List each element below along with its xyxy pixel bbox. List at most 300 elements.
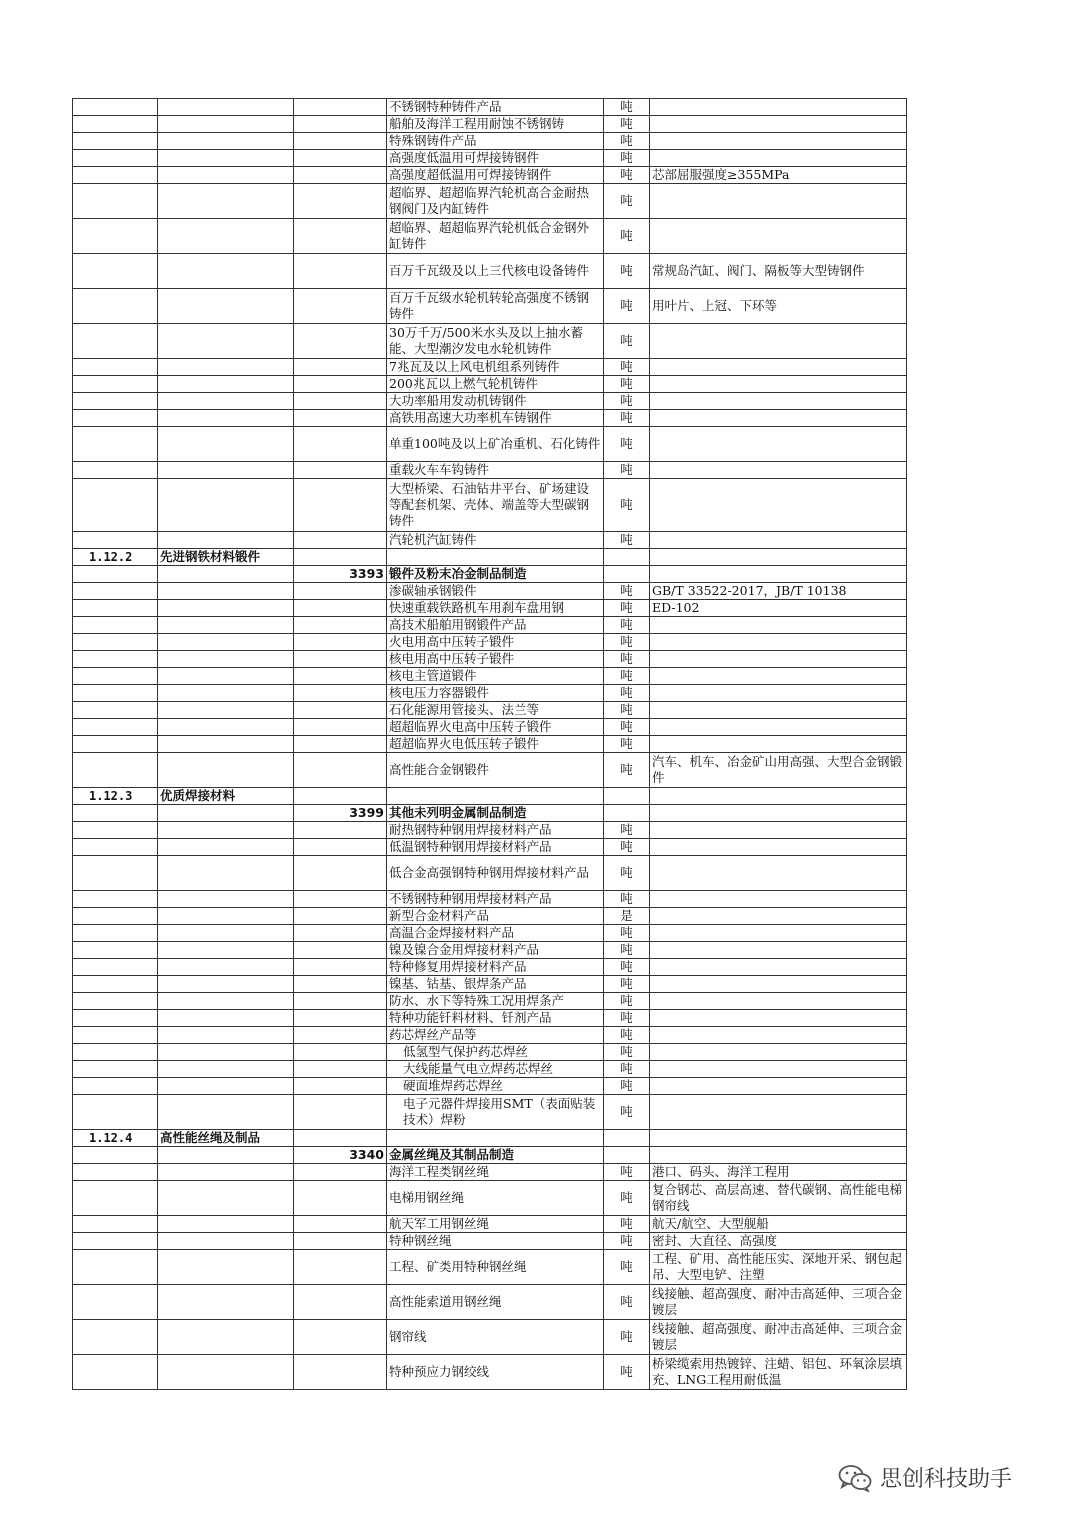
row-code	[73, 1044, 158, 1061]
row-unit: 吨	[604, 583, 650, 600]
row-unit: 吨	[604, 1095, 650, 1130]
row-note	[650, 822, 907, 839]
row-product: 7兆瓦及以上风电机组系列铸件	[387, 359, 604, 376]
table-row	[73, 479, 907, 532]
row-category-name	[158, 753, 294, 788]
row-category-name	[158, 600, 294, 617]
row-code	[73, 393, 158, 410]
table-row	[73, 719, 907, 736]
row-industry-code	[294, 479, 387, 532]
row-note	[650, 184, 907, 219]
row-note	[650, 393, 907, 410]
row-code	[73, 219, 158, 254]
row-note: 常规岛汽缸、阀门、隔板等大型铸钢件	[650, 254, 907, 289]
row-unit: 吨	[604, 410, 650, 427]
row-note	[650, 549, 907, 566]
row-code	[73, 651, 158, 668]
row-code	[73, 736, 158, 753]
row-category-name	[158, 1164, 294, 1181]
row-note	[650, 1147, 907, 1164]
table-row	[73, 822, 907, 839]
row-industry-code	[294, 856, 387, 891]
row-unit: 吨	[604, 668, 650, 685]
row-code	[73, 1250, 158, 1285]
table-row	[73, 150, 907, 167]
row-product: 电梯用钢丝绳	[387, 1181, 604, 1216]
row-industry-code	[294, 167, 387, 184]
row-category-name	[158, 891, 294, 908]
row-product: 高温合金焊接材料产品	[387, 925, 604, 942]
table-row	[73, 184, 907, 219]
table-row	[73, 651, 907, 668]
row-note	[650, 788, 907, 805]
row-industry-code	[294, 1010, 387, 1027]
row-unit: 吨	[604, 925, 650, 942]
row-code	[73, 116, 158, 133]
row-category-name	[158, 532, 294, 549]
row-unit: 吨	[604, 167, 650, 184]
row-unit: 吨	[604, 1250, 650, 1285]
row-industry-code	[294, 1164, 387, 1181]
row-unit: 吨	[604, 1078, 650, 1095]
table-row	[73, 1044, 907, 1061]
row-code	[73, 617, 158, 634]
table-row	[73, 976, 907, 993]
row-category-name	[158, 1147, 294, 1164]
row-industry-code	[294, 1355, 387, 1390]
row-code	[73, 1355, 158, 1390]
row-product: 大型桥梁、石油钻井平台、矿场建设等配套机架、壳体、端盖等大型碳钢铸件	[387, 479, 604, 532]
row-note: 汽车、机车、冶金矿山用高强、大型合金钢锻件	[650, 753, 907, 788]
table-row	[73, 1164, 907, 1181]
row-code	[73, 856, 158, 891]
row-product: 防水、水下等特殊工况用焊条产	[387, 993, 604, 1010]
table-row	[73, 1147, 907, 1164]
watermark	[838, 1462, 1012, 1493]
row-unit: 吨	[604, 993, 650, 1010]
table-row	[73, 566, 907, 583]
row-industry-code	[294, 549, 387, 566]
row-code	[73, 150, 158, 167]
row-category-name	[158, 219, 294, 254]
row-industry-code	[294, 839, 387, 856]
table-row	[73, 891, 907, 908]
row-product: 不锈钢特种铸件产品	[387, 99, 604, 116]
row-code	[73, 133, 158, 150]
row-code	[73, 1061, 158, 1078]
table-row	[73, 805, 907, 822]
row-category-name	[158, 1010, 294, 1027]
row-industry-code	[294, 359, 387, 376]
row-code	[73, 184, 158, 219]
row-product: 金属丝绳及其制品制造	[387, 1147, 604, 1164]
row-industry-code	[294, 393, 387, 410]
row-product: 高铁用高速大功率机车铸钢件	[387, 410, 604, 427]
row-category-name	[158, 150, 294, 167]
row-unit: 吨	[604, 289, 650, 324]
table-row	[73, 462, 907, 479]
row-category-name	[158, 1027, 294, 1044]
row-unit: 吨	[604, 376, 650, 393]
row-product: 高强度超低温用可焊接铸钢件	[387, 167, 604, 184]
row-unit	[604, 1147, 650, 1164]
table-row	[73, 1095, 907, 1130]
table-row	[73, 133, 907, 150]
row-category-name	[158, 1095, 294, 1130]
row-unit: 吨	[604, 1233, 650, 1250]
table-row	[73, 549, 907, 566]
row-note	[650, 99, 907, 116]
row-unit: 吨	[604, 856, 650, 891]
row-product: 百万千瓦级水轮机转轮高强度不锈钢铸件	[387, 289, 604, 324]
row-code	[73, 583, 158, 600]
row-code	[73, 753, 158, 788]
row-note	[650, 1044, 907, 1061]
table-row	[73, 1216, 907, 1233]
row-product: 船舶及海洋工程用耐蚀不锈钢铸	[387, 116, 604, 133]
table-row	[73, 1320, 907, 1355]
table-row	[73, 925, 907, 942]
row-product: 特种功能钎料材料、钎剂产品	[387, 1010, 604, 1027]
table-row	[73, 1078, 907, 1095]
row-product	[387, 549, 604, 566]
row-industry-code	[294, 219, 387, 254]
row-industry-code: 3399	[294, 805, 387, 822]
row-category-name	[158, 462, 294, 479]
table-row	[73, 1250, 907, 1285]
row-code	[73, 1010, 158, 1027]
row-unit: 吨	[604, 719, 650, 736]
row-unit: 吨	[604, 133, 650, 150]
table-row	[73, 1233, 907, 1250]
table-row	[73, 583, 907, 600]
row-unit: 吨	[604, 617, 650, 634]
row-industry-code	[294, 634, 387, 651]
row-unit: 吨	[604, 393, 650, 410]
row-code	[73, 479, 158, 532]
table-row	[73, 254, 907, 289]
row-note: 复合钢芯、高层高速、替代碳钢、高性能电梯钢帘线	[650, 1181, 907, 1216]
row-code	[73, 1027, 158, 1044]
row-product: 大功率船用发动机铸钢件	[387, 393, 604, 410]
row-code	[73, 254, 158, 289]
row-note	[650, 150, 907, 167]
row-note	[650, 719, 907, 736]
row-category-name	[158, 942, 294, 959]
row-note	[650, 668, 907, 685]
row-note	[650, 479, 907, 532]
row-category-name	[158, 685, 294, 702]
row-note	[650, 976, 907, 993]
row-industry-code	[294, 116, 387, 133]
table-row	[73, 908, 907, 925]
row-product: 火电用高中压转子锻件	[387, 634, 604, 651]
wechat-logo-icon	[838, 1464, 872, 1492]
row-category-name	[158, 959, 294, 976]
row-product: 超临界、超超临界汽轮机低合金钢外缸铸件	[387, 219, 604, 254]
row-product: 重载火车车钩铸件	[387, 462, 604, 479]
row-product: 工程、矿类用特种钢丝绳	[387, 1250, 604, 1285]
row-code	[73, 925, 158, 942]
row-product: 高技术船舶用钢锻件产品	[387, 617, 604, 634]
row-code	[73, 1181, 158, 1216]
row-code	[73, 1285, 158, 1320]
row-industry-code	[294, 942, 387, 959]
row-code	[73, 566, 158, 583]
row-note	[650, 617, 907, 634]
row-note	[650, 1130, 907, 1147]
row-unit: 吨	[604, 1010, 650, 1027]
row-product: 镍基、钴基、银焊条产品	[387, 976, 604, 993]
row-note	[650, 1095, 907, 1130]
table-row	[73, 668, 907, 685]
row-code	[73, 1095, 158, 1130]
row-unit: 吨	[604, 116, 650, 133]
row-unit: 吨	[604, 942, 650, 959]
row-code	[73, 99, 158, 116]
row-product: 快速重载铁路机车用刹车盘用钢	[387, 600, 604, 617]
row-industry-code	[294, 1181, 387, 1216]
row-note	[650, 532, 907, 549]
row-code	[73, 167, 158, 184]
row-unit: 吨	[604, 1027, 650, 1044]
row-category-name	[158, 99, 294, 116]
row-product: 特种修复用焊接材料产品	[387, 959, 604, 976]
row-industry-code	[294, 1027, 387, 1044]
row-note	[650, 1027, 907, 1044]
row-code: 1.12.4	[73, 1130, 158, 1147]
row-note	[650, 685, 907, 702]
row-code	[73, 685, 158, 702]
table-row	[73, 427, 907, 462]
table-row	[73, 617, 907, 634]
row-note: 桥梁缆索用热镀锌、注蜡、铝包、环氧涂层填充、LNG工程用耐低温	[650, 1355, 907, 1390]
row-unit: 吨	[604, 651, 650, 668]
row-industry-code	[294, 324, 387, 359]
table-row	[73, 376, 907, 393]
row-category-name	[158, 1355, 294, 1390]
data-table	[72, 98, 907, 1390]
row-code	[73, 1147, 158, 1164]
row-product: 高强度低温用可焊接铸钢件	[387, 150, 604, 167]
table-row	[73, 856, 907, 891]
row-code	[73, 462, 158, 479]
row-code	[73, 634, 158, 651]
table-row	[73, 839, 907, 856]
row-unit: 吨	[604, 1044, 650, 1061]
row-product: 耐热钢特种钢用焊接材料产品	[387, 822, 604, 839]
row-note	[650, 805, 907, 822]
row-industry-code	[294, 668, 387, 685]
row-note	[650, 1010, 907, 1027]
row-note	[650, 427, 907, 462]
row-code	[73, 805, 158, 822]
table-row	[73, 167, 907, 184]
row-unit	[604, 549, 650, 566]
row-unit: 吨	[604, 359, 650, 376]
row-category-name	[158, 1320, 294, 1355]
row-product: 低合金高强钢特种钢用焊接材料产品	[387, 856, 604, 891]
row-industry-code	[294, 150, 387, 167]
row-code	[73, 1216, 158, 1233]
row-industry-code	[294, 184, 387, 219]
row-note	[650, 1061, 907, 1078]
row-category-name	[158, 736, 294, 753]
row-category-name	[158, 925, 294, 942]
row-category-name: 先进钢铁材料锻件	[158, 549, 294, 566]
row-category-name	[158, 908, 294, 925]
row-product: 核电主管道锻件	[387, 668, 604, 685]
table-row	[73, 1130, 907, 1147]
row-code	[73, 822, 158, 839]
row-industry-code	[294, 99, 387, 116]
row-code	[73, 376, 158, 393]
row-product: 高性能合金钢锻件	[387, 753, 604, 788]
row-product: 特殊钢铸件产品	[387, 133, 604, 150]
row-code	[73, 1320, 158, 1355]
row-note	[650, 462, 907, 479]
row-unit: 吨	[604, 976, 650, 993]
row-note: ED-102	[650, 600, 907, 617]
row-industry-code	[294, 788, 387, 805]
row-product: 低氢型气保护药芯焊丝	[387, 1044, 604, 1061]
row-note	[650, 959, 907, 976]
row-industry-code	[294, 959, 387, 976]
table-row	[73, 1285, 907, 1320]
row-note	[650, 736, 907, 753]
row-industry-code	[294, 254, 387, 289]
row-industry-code	[294, 685, 387, 702]
watermark-text: 思创科技助手	[880, 1467, 1013, 1492]
row-product	[387, 1130, 604, 1147]
row-unit: 吨	[604, 1285, 650, 1320]
row-code: 1.12.3	[73, 788, 158, 805]
row-product: 200兆瓦以上燃气轮机铸件	[387, 376, 604, 393]
row-unit: 吨	[604, 685, 650, 702]
row-note	[650, 219, 907, 254]
row-code	[73, 668, 158, 685]
row-note	[650, 651, 907, 668]
row-note: 用叶片、上冠、下环等	[650, 289, 907, 324]
row-code	[73, 359, 158, 376]
row-category-name	[158, 583, 294, 600]
row-product: 汽轮机汽缸铸件	[387, 532, 604, 549]
row-unit: 吨	[604, 254, 650, 289]
table-row	[73, 99, 907, 116]
row-code	[73, 600, 158, 617]
row-unit: 吨	[604, 600, 650, 617]
row-code	[73, 1164, 158, 1181]
row-category-name	[158, 617, 294, 634]
row-product: 渗碳轴承钢锻件	[387, 583, 604, 600]
table-row	[73, 736, 907, 753]
row-code	[73, 839, 158, 856]
row-category-name	[158, 1233, 294, 1250]
row-industry-code	[294, 1061, 387, 1078]
row-note: 港口、码头、海洋工程用	[650, 1164, 907, 1181]
row-product: 超超临界火电低压转子锻件	[387, 736, 604, 753]
row-note	[650, 908, 907, 925]
table-row	[73, 1010, 907, 1027]
row-unit: 吨	[604, 1355, 650, 1390]
row-category-name	[158, 167, 294, 184]
table-row	[73, 1181, 907, 1216]
table-row	[73, 753, 907, 788]
row-unit: 吨	[604, 150, 650, 167]
row-category-name	[158, 651, 294, 668]
row-note	[650, 856, 907, 891]
row-unit: 吨	[604, 219, 650, 254]
row-unit: 吨	[604, 427, 650, 462]
row-industry-code	[294, 289, 387, 324]
row-industry-code	[294, 583, 387, 600]
row-industry-code	[294, 925, 387, 942]
table-row	[73, 959, 907, 976]
row-category-name	[158, 376, 294, 393]
table-row	[73, 324, 907, 359]
table-row	[73, 942, 907, 959]
row-product: 镍及镍合金用焊接材料产品	[387, 942, 604, 959]
row-unit: 吨	[604, 462, 650, 479]
row-code	[73, 976, 158, 993]
row-category-name	[158, 1216, 294, 1233]
row-unit: 吨	[604, 702, 650, 719]
row-product: 特种预应力钢绞线	[387, 1355, 604, 1390]
row-industry-code	[294, 908, 387, 925]
row-code	[73, 289, 158, 324]
table-row	[73, 1355, 907, 1390]
row-note	[650, 925, 907, 942]
row-code	[73, 324, 158, 359]
row-industry-code	[294, 1044, 387, 1061]
row-industry-code	[294, 600, 387, 617]
row-note	[650, 359, 907, 376]
row-category-name	[158, 805, 294, 822]
row-industry-code	[294, 1078, 387, 1095]
row-category-name	[158, 359, 294, 376]
row-category-name	[158, 719, 294, 736]
row-industry-code	[294, 702, 387, 719]
table-row	[73, 1061, 907, 1078]
row-product: 超超临界火电高中压转子锻件	[387, 719, 604, 736]
row-code: 1.12.2	[73, 549, 158, 566]
row-category-name	[158, 668, 294, 685]
row-unit: 吨	[604, 1061, 650, 1078]
row-category-name	[158, 410, 294, 427]
row-unit: 吨	[604, 822, 650, 839]
row-product: 30万千万/500米水头及以上抽水蓄能、大型潮汐发电水轮机铸件	[387, 324, 604, 359]
row-code	[73, 719, 158, 736]
table-row	[73, 634, 907, 651]
row-category-name	[158, 184, 294, 219]
table-row	[73, 393, 907, 410]
row-note: 航天/航空、大型舰船	[650, 1216, 907, 1233]
row-industry-code	[294, 1233, 387, 1250]
row-category-name	[158, 993, 294, 1010]
row-product: 不锈钢特种钢用焊接材料产品	[387, 891, 604, 908]
row-product: 航天军工用钢丝绳	[387, 1216, 604, 1233]
row-product: 单重100吨及以上矿冶重机、石化铸件	[387, 427, 604, 462]
table-row	[73, 685, 907, 702]
row-product: 石化能源用管接头、法兰等	[387, 702, 604, 719]
row-category-name	[158, 856, 294, 891]
row-note	[650, 993, 907, 1010]
row-industry-code: 3393	[294, 566, 387, 583]
row-industry-code	[294, 993, 387, 1010]
row-unit: 吨	[604, 959, 650, 976]
row-unit: 吨	[604, 634, 650, 651]
row-product: 新型合金材料产品	[387, 908, 604, 925]
